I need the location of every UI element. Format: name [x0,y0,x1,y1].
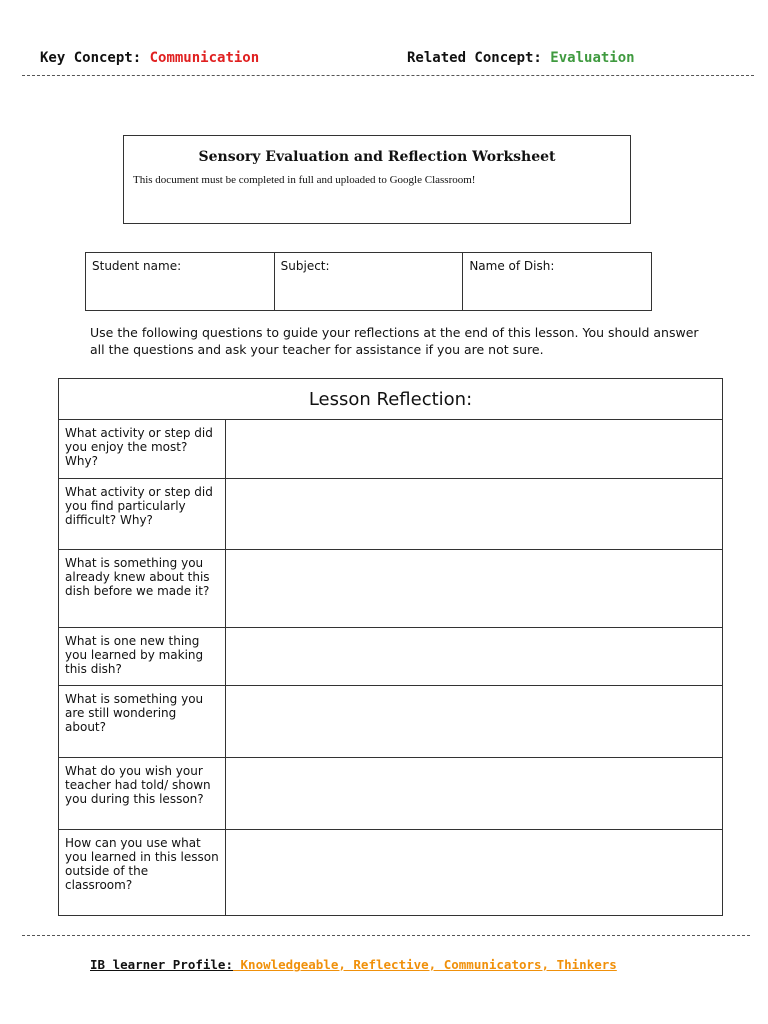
worksheet-title-box [123,135,631,224]
question-cell: What is something you already knew about this dish before we made it? [59,550,226,628]
reflection-heading: Lesson Reflection: [59,379,723,420]
answer-cell[interactable] [226,830,723,916]
learner-profile-footer [90,957,617,972]
student-name-field[interactable]: Student name: [86,253,275,311]
learner-profile-label: IB learner Profile: [90,957,233,972]
learner-profile-traits: Knowledgeable, Reflective, Communicators, Thinkers [233,957,617,972]
concept-header [22,50,754,76]
dish-name-field[interactable]: Name of Dish: [463,253,652,311]
answer-cell[interactable] [226,420,723,479]
table-row [59,686,723,758]
question-cell: How can you use what you learned in this lesson outside of the classroom? [59,830,226,916]
answer-cell[interactable] [226,758,723,830]
key-concept [40,50,259,66]
table-row [59,550,723,628]
key-concept-label: Key Concept: [40,50,142,66]
table-row [59,479,723,550]
answer-cell[interactable] [226,686,723,758]
footer-divider [22,935,750,936]
answer-cell[interactable] [226,479,723,550]
student-info-table [85,252,652,311]
table-row [59,628,723,686]
related-concept-value: Evaluation [550,50,635,66]
table-row [59,420,723,479]
question-cell: What is something you are still wondering about? [59,686,226,758]
question-cell: What activity or step did you find particularly difficult? Why? [59,479,226,550]
table-row [59,830,723,916]
question-cell: What do you wish your teacher had told/ shown you during this lesson? [59,758,226,830]
answer-cell[interactable] [226,628,723,686]
table-row [59,758,723,830]
lesson-reflection-table [58,378,723,916]
key-concept-value: Communication [149,50,260,66]
question-cell: What is one new thing you learned by making this dish? [59,628,226,686]
intro-text: Use the following questions to guide your reflections at the end of this lesson. You should answer all the questions and ask your teacher for assistance if you are not sure. [90,325,699,357]
worksheet-instructions: This document must be completed in full and uploaded to Google Classroom! [133,174,476,186]
answer-cell[interactable] [226,550,723,628]
subject-field[interactable]: Subject: [274,253,463,311]
related-concept [407,50,635,66]
question-cell: What activity or step did you enjoy the most? Why? [59,420,226,479]
related-concept-label: Related Concept: [407,50,542,66]
worksheet-title: Sensory Evaluation and Reflection Worksheet [198,149,556,165]
